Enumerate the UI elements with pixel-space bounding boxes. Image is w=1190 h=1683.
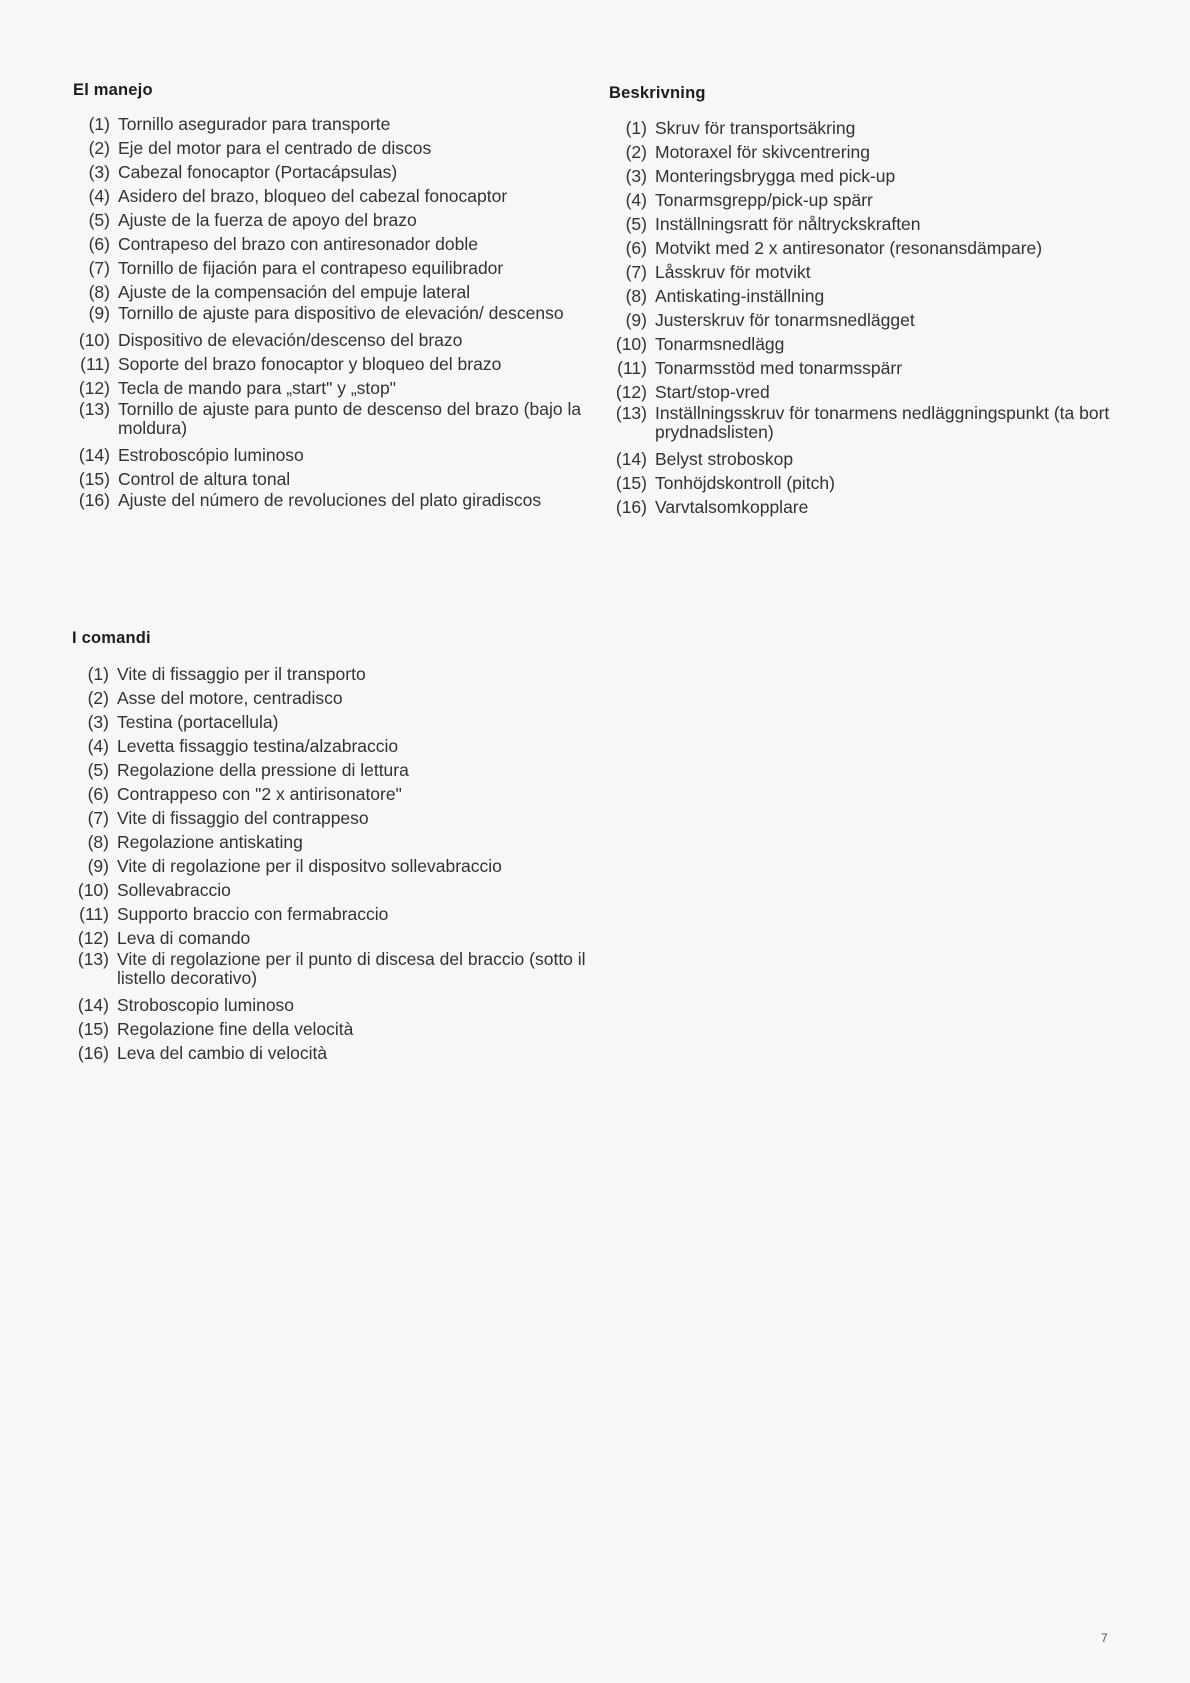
item-text: Låsskruv för motvikt: [655, 262, 811, 282]
list-item: [72, 782, 592, 806]
item-number: (11): [79, 904, 109, 924]
item-number: (5): [625, 214, 647, 234]
item-number: (8): [88, 282, 110, 302]
list-item: [73, 491, 593, 510]
list-item: [72, 758, 592, 782]
item-text: Varvtalsomkopplare: [655, 497, 809, 517]
item-number: (10): [78, 330, 110, 350]
item-number: (12): [615, 382, 647, 402]
item-text: Asidero del brazo, bloqueo del cabezal fonocaptor: [118, 186, 508, 206]
item-text: Contrapeso del brazo con antiresonador doble: [118, 234, 478, 254]
item-text: Regolazione della pressione di lettura: [117, 760, 409, 780]
item-number: (2): [87, 688, 109, 708]
list-item: [609, 140, 1129, 164]
list-item: [609, 212, 1129, 236]
item-number: (9): [87, 856, 109, 876]
section-el-manejo: [73, 81, 593, 515]
item-number: (2): [625, 142, 647, 162]
parts-list: [609, 116, 1129, 519]
item-text: Tornillo asegurador para transporte: [118, 114, 391, 134]
item-number: (4): [625, 190, 647, 210]
item-number: (9): [88, 303, 110, 323]
item-number: (12): [77, 928, 109, 948]
item-text: Monteringsbrygga med pick-up: [655, 166, 896, 186]
item-text: Justerskruv för tonarmsnedlägget: [655, 310, 915, 330]
item-text: Ajuste del número de revoluciones del plato giradiscos: [118, 490, 542, 510]
item-number: (14): [615, 449, 647, 469]
list-item: [72, 686, 592, 710]
list-item: [73, 160, 593, 184]
list-item: [609, 495, 1129, 519]
item-number: (8): [87, 832, 109, 852]
list-item: [72, 854, 592, 878]
parts-list: [72, 662, 592, 1065]
item-text: Tonhöjdskontroll (pitch): [655, 473, 835, 493]
item-number: (10): [615, 334, 647, 354]
list-item: [609, 332, 1129, 356]
list-item: [72, 993, 592, 1017]
item-text: Tecla de mando para „start" y „stop": [118, 378, 396, 398]
item-text: Sollevabraccio: [117, 880, 231, 900]
list-item: [73, 256, 593, 280]
item-number: (3): [87, 712, 109, 732]
list-item: [609, 188, 1129, 212]
item-text: Inställningsskruv för tonarmens nedläggningspunkt (ta bort prydnadslisten): [655, 403, 1110, 442]
item-text: Skruv för transportsäkring: [655, 118, 856, 138]
item-number: (1): [87, 664, 109, 684]
list-item: [609, 260, 1129, 284]
item-text: Motvikt med 2 x antiresonator (resonansdämpare): [655, 238, 1043, 258]
item-text: Vite di fissaggio per il transporto: [117, 664, 366, 684]
list-item: [609, 164, 1129, 188]
item-text: Belyst stroboskop: [655, 449, 794, 469]
list-item: [73, 232, 593, 256]
list-item: [72, 950, 592, 988]
item-text: Tonarmsnedlägg: [655, 334, 785, 354]
item-text: Tornillo de ajuste para dispositivo de elevación/ descenso: [118, 303, 564, 323]
list-item: [609, 116, 1129, 140]
list-item: [609, 380, 1129, 404]
list-item: [73, 467, 593, 491]
item-text: Testina (portacellula): [117, 712, 279, 732]
item-number: (6): [625, 238, 647, 258]
list-item: [72, 926, 592, 950]
item-text: Estroboscópio luminoso: [118, 445, 304, 465]
item-number: (9): [625, 310, 647, 330]
item-text: Contrappeso con "2 x antirisonatore": [117, 784, 402, 804]
item-text: Stroboscopio luminoso: [117, 995, 295, 1015]
list-item: [73, 304, 593, 323]
list-item: [72, 734, 592, 758]
section-heading: I comandi: [72, 629, 151, 647]
section-beskrivning: [609, 84, 1129, 519]
item-number: (14): [77, 995, 109, 1015]
item-number: (14): [78, 445, 110, 465]
item-text: Tornillo de fijación para el contrapeso equilibrador: [118, 258, 504, 278]
item-text: Tornillo de ajuste para punto de descenso del brazo (bajo la moldura): [118, 399, 582, 438]
list-item: [72, 662, 592, 686]
list-item: [609, 447, 1129, 471]
item-number: (15): [77, 1019, 109, 1039]
item-text: Soporte del brazo fonocaptor y bloqueo del brazo: [118, 354, 502, 374]
list-item: [72, 1041, 592, 1065]
item-number: (1): [88, 114, 110, 134]
list-item: [609, 404, 1129, 442]
item-text: Vite di regolazione per il dispositvo sollevabraccio: [117, 856, 502, 876]
list-item: [73, 280, 593, 304]
item-text: Motoraxel för skivcentrering: [655, 142, 870, 162]
item-text: Eje del motor para el centrado de discos: [118, 138, 432, 158]
item-number: (4): [87, 736, 109, 756]
section-i-comandi: [72, 629, 592, 1065]
item-text: Supporto braccio con fermabraccio: [117, 904, 389, 924]
item-number: (7): [87, 808, 109, 828]
item-number: (3): [625, 166, 647, 186]
item-number: (8): [625, 286, 647, 306]
item-number: (11): [617, 358, 647, 378]
list-item: [72, 806, 592, 830]
item-text: Vite di regolazione per il punto di discesa del braccio (sotto il listello decorativo): [117, 949, 586, 988]
item-number: (16): [77, 1043, 109, 1063]
item-number: (1): [625, 118, 647, 138]
item-number: (6): [88, 234, 110, 254]
list-item: [609, 356, 1129, 380]
item-number: (11): [80, 354, 110, 374]
item-text: Regolazione antiskating: [117, 832, 303, 852]
list-item: [73, 443, 593, 467]
item-text: Leva del cambio di velocità: [117, 1043, 328, 1063]
list-item: [72, 902, 592, 926]
list-item: [73, 208, 593, 232]
item-number: (12): [78, 378, 110, 398]
item-text: Dispositivo de elevación/descenso del brazo: [118, 330, 463, 350]
item-number: (4): [88, 186, 110, 206]
item-text: Levetta fissaggio testina/alzabraccio: [117, 736, 399, 756]
list-item: [609, 236, 1129, 260]
list-item: [73, 352, 593, 376]
item-text: Tonarmsstöd med tonarmsspärr: [655, 358, 903, 378]
list-item: [72, 710, 592, 734]
item-number: (10): [77, 880, 109, 900]
item-number: (6): [87, 784, 109, 804]
item-text: Ajuste de la compensación del empuje lateral: [118, 282, 471, 302]
item-number: (13): [78, 399, 110, 419]
list-item: [73, 400, 593, 438]
item-text: Inställningsratt för nåltryckskraften: [655, 214, 921, 234]
item-number: (15): [615, 473, 647, 493]
list-item: [73, 328, 593, 352]
list-item: [73, 184, 593, 208]
item-number: (3): [88, 162, 110, 182]
list-item: [73, 136, 593, 160]
item-text: Regolazione fine della velocità: [117, 1019, 354, 1039]
list-item: [72, 878, 592, 902]
section-heading: Beskrivning: [609, 84, 706, 102]
item-number: (16): [78, 490, 110, 510]
list-item: [73, 376, 593, 400]
item-text: Leva di comando: [117, 928, 251, 948]
item-text: Asse del motore, centradisco: [117, 688, 343, 708]
item-text: Ajuste de la fuerza de apoyo del brazo: [118, 210, 417, 230]
item-text: Tonarmsgrepp/pick-up spärr: [655, 190, 873, 210]
list-item: [609, 471, 1129, 495]
section-heading: El manejo: [73, 81, 153, 99]
item-number: (13): [77, 949, 109, 969]
item-text: Start/stop-vred: [655, 382, 770, 402]
parts-list: [73, 112, 593, 510]
item-text: Control de altura tonal: [118, 469, 291, 489]
item-number: (13): [615, 403, 647, 423]
list-item: [609, 284, 1129, 308]
item-text: Vite di fissaggio del contrappeso: [117, 808, 369, 828]
item-text: Cabezal fonocaptor (Portacápsulas): [118, 162, 398, 182]
page-number: 7: [1101, 1631, 1108, 1645]
list-item: [72, 830, 592, 854]
item-number: (2): [88, 138, 110, 158]
list-item: [609, 308, 1129, 332]
item-number: (15): [78, 469, 110, 489]
item-text: Antiskating-inställning: [655, 286, 825, 306]
item-number: (7): [88, 258, 110, 278]
list-item: [73, 112, 593, 136]
item-number: (16): [615, 497, 647, 517]
item-number: (7): [625, 262, 647, 282]
item-number: (5): [87, 760, 109, 780]
item-number: (5): [88, 210, 110, 230]
list-item: [72, 1017, 592, 1041]
